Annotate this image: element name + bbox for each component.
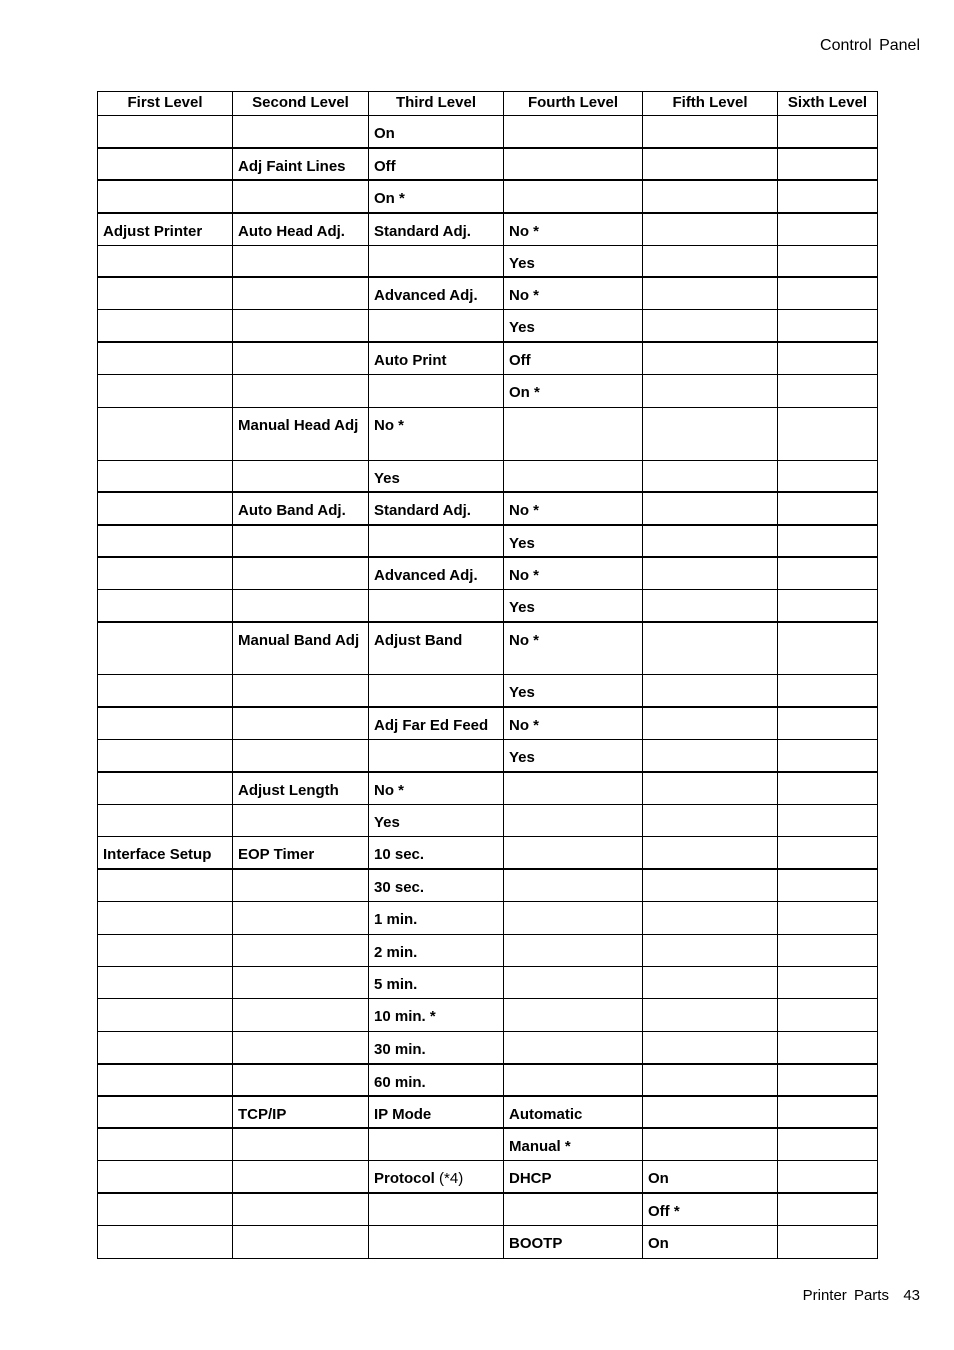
- table-cell: [98, 492, 233, 524]
- table-cell: [369, 590, 504, 622]
- table-cell: [233, 180, 369, 212]
- table-cell: [504, 869, 643, 901]
- table-cell: Off *: [643, 1193, 778, 1225]
- table-cell: [369, 740, 504, 772]
- table-cell: [98, 590, 233, 622]
- table-cell: Manual Band Adj: [233, 622, 369, 675]
- column-header-fourth-level: Fourth Level: [504, 92, 643, 116]
- table-cell: [778, 622, 878, 675]
- table-cell: Auto Print: [369, 342, 504, 374]
- table-cell: 60 min.: [369, 1064, 504, 1096]
- table-cell: On *: [504, 375, 643, 407]
- table-cell: No *: [369, 772, 504, 804]
- table-row: [98, 869, 878, 901]
- table-cell: Yes: [504, 740, 643, 772]
- table-cell: 5 min.: [369, 966, 504, 998]
- table-cell: [504, 772, 643, 804]
- table-cell: [504, 148, 643, 180]
- table-row: [98, 675, 878, 707]
- page-footer: [803, 1287, 920, 1304]
- table-cell: [504, 999, 643, 1031]
- table-cell: [778, 1064, 878, 1096]
- table-cell: [643, 180, 778, 212]
- table-cell: [643, 492, 778, 524]
- table-cell: [778, 310, 878, 342]
- table-row: [98, 213, 878, 245]
- table-cell: Manual *: [504, 1128, 643, 1160]
- table-cell: Advanced Adj.: [369, 557, 504, 589]
- table-cell: Adjust Length: [233, 772, 369, 804]
- table-cell: [643, 966, 778, 998]
- table-row: [98, 707, 878, 739]
- column-header-sixth-level: Sixth Level: [778, 92, 878, 116]
- table-cell: [233, 707, 369, 739]
- table-cell: Yes: [504, 245, 643, 277]
- table-cell: [778, 869, 878, 901]
- table-cell: [778, 707, 878, 739]
- table-cell: [233, 1128, 369, 1160]
- table-cell: [643, 590, 778, 622]
- table-cell: Advanced Adj.: [369, 277, 504, 309]
- table-cell: Protocol (*4): [369, 1161, 504, 1193]
- table-cell: [778, 213, 878, 245]
- table-cell: No *: [504, 622, 643, 675]
- table-cell: On: [643, 1161, 778, 1193]
- table-row: [98, 492, 878, 524]
- table-cell: Adjust Printer: [98, 213, 233, 245]
- table-cell: 1 min.: [369, 902, 504, 934]
- table-row: [98, 148, 878, 180]
- table-body: [98, 116, 878, 1259]
- table-cell: 30 sec.: [369, 869, 504, 901]
- table-cell: [504, 407, 643, 460]
- column-header-first-level: First Level: [98, 92, 233, 116]
- table-cell: [643, 557, 778, 589]
- table-cell: [98, 622, 233, 675]
- table-cell: [778, 1031, 878, 1063]
- table-cell: No *: [504, 707, 643, 739]
- table-row: [98, 1128, 878, 1160]
- table-cell: [504, 1064, 643, 1096]
- table-cell: [98, 407, 233, 460]
- table-cell: [778, 180, 878, 212]
- table-cell: [233, 525, 369, 557]
- table-cell: 2 min.: [369, 934, 504, 966]
- table-cell: [643, 245, 778, 277]
- table-row: [98, 934, 878, 966]
- table-cell: [643, 772, 778, 804]
- table-cell: [98, 1064, 233, 1096]
- table-cell: [233, 934, 369, 966]
- table-cell: [98, 707, 233, 739]
- table-cell: BOOTP: [504, 1226, 643, 1258]
- table-cell: [504, 805, 643, 837]
- table-cell: [504, 966, 643, 998]
- table-row: [98, 805, 878, 837]
- table-cell: No *: [504, 277, 643, 309]
- table-cell: Manual Head Adj: [233, 407, 369, 460]
- table-cell: [643, 934, 778, 966]
- table-cell: [369, 1193, 504, 1225]
- table-cell: Automatic: [504, 1096, 643, 1128]
- table-cell: [98, 772, 233, 804]
- table-cell: [778, 675, 878, 707]
- table-cell: Yes: [369, 460, 504, 492]
- table-cell: On *: [369, 180, 504, 212]
- table-cell: Yes: [504, 310, 643, 342]
- table-cell: [778, 407, 878, 460]
- table-cell: No *: [369, 407, 504, 460]
- table-row: [98, 460, 878, 492]
- table-cell: [643, 310, 778, 342]
- table-row: [98, 180, 878, 212]
- table-cell: [778, 492, 878, 524]
- table-cell: [233, 869, 369, 901]
- table-cell: [98, 310, 233, 342]
- table-cell: [98, 1128, 233, 1160]
- table-cell: [98, 1161, 233, 1193]
- table-cell: [369, 310, 504, 342]
- table-row: [98, 277, 878, 309]
- table-cell: Standard Adj.: [369, 213, 504, 245]
- table-cell: [778, 148, 878, 180]
- table-cell: [233, 902, 369, 934]
- table-cell: [504, 1193, 643, 1225]
- table-cell: [233, 310, 369, 342]
- table-cell: [233, 1161, 369, 1193]
- table-row: [98, 999, 878, 1031]
- table-cell: [643, 740, 778, 772]
- table-cell: [98, 342, 233, 374]
- table-cell: [504, 460, 643, 492]
- table-row: [98, 1226, 878, 1258]
- table-cell: [778, 342, 878, 374]
- table-cell: [778, 740, 878, 772]
- table-cell: On: [369, 116, 504, 148]
- table-cell: [504, 902, 643, 934]
- table-cell: [504, 934, 643, 966]
- table-row: [98, 590, 878, 622]
- table-cell: [233, 557, 369, 589]
- table-cell: [233, 675, 369, 707]
- table-cell: [643, 375, 778, 407]
- table-cell: [233, 1193, 369, 1225]
- table-header-row: [98, 92, 878, 116]
- table-row: [98, 310, 878, 342]
- table-row: [98, 116, 878, 148]
- table-cell: [778, 772, 878, 804]
- table-cell: IP Mode: [369, 1096, 504, 1128]
- table-cell: [233, 805, 369, 837]
- table-cell: Yes: [504, 590, 643, 622]
- table-cell: [778, 1128, 878, 1160]
- table-cell: Interface Setup: [98, 837, 233, 869]
- table-cell: [98, 277, 233, 309]
- table-cell: [778, 1161, 878, 1193]
- table-cell: [643, 805, 778, 837]
- table-cell: [643, 342, 778, 374]
- table-cell: [98, 148, 233, 180]
- page-number: 43: [903, 1287, 920, 1304]
- page-header-title: Control Panel: [820, 37, 920, 54]
- table-cell: [504, 1031, 643, 1063]
- table-cell: [643, 277, 778, 309]
- table-cell: [233, 277, 369, 309]
- table-cell: Adj Faint Lines: [233, 148, 369, 180]
- table-cell: [778, 525, 878, 557]
- table-cell: [643, 999, 778, 1031]
- table-cell: [643, 407, 778, 460]
- table-row: [98, 1064, 878, 1096]
- table-cell: [643, 902, 778, 934]
- table-cell: Off: [369, 148, 504, 180]
- table-row: [98, 837, 878, 869]
- table-row: [98, 407, 878, 460]
- table-cell: Yes: [504, 675, 643, 707]
- table-row: [98, 1161, 878, 1193]
- table-cell: [233, 966, 369, 998]
- table-cell: Yes: [369, 805, 504, 837]
- table-row: [98, 1193, 878, 1225]
- table-row: [98, 245, 878, 277]
- table-cell: [369, 245, 504, 277]
- table-cell: Standard Adj.: [369, 492, 504, 524]
- table-cell: [643, 1128, 778, 1160]
- table-cell: [98, 740, 233, 772]
- table-cell: [233, 1226, 369, 1258]
- table-cell: [643, 116, 778, 148]
- table-cell: [98, 999, 233, 1031]
- table-cell: [643, 525, 778, 557]
- table-cell: Auto Head Adj.: [233, 213, 369, 245]
- table-cell: Adj Far Ed Feed: [369, 707, 504, 739]
- table-cell: [98, 869, 233, 901]
- table-row: [98, 740, 878, 772]
- table-cell: [643, 837, 778, 869]
- table-row: [98, 902, 878, 934]
- table-cell: Yes: [504, 525, 643, 557]
- table-cell: No *: [504, 213, 643, 245]
- table-row: [98, 622, 878, 675]
- table-cell: [233, 1031, 369, 1063]
- table-cell: [369, 375, 504, 407]
- table-row: [98, 525, 878, 557]
- table-cell: [643, 707, 778, 739]
- table-cell: [233, 999, 369, 1031]
- table-cell: [778, 277, 878, 309]
- table-cell: DHCP: [504, 1161, 643, 1193]
- table-row: [98, 375, 878, 407]
- table-cell: [98, 675, 233, 707]
- table-cell: [643, 1031, 778, 1063]
- table-row: [98, 342, 878, 374]
- table-cell: [233, 460, 369, 492]
- table-cell: [98, 1031, 233, 1063]
- table-row: [98, 1031, 878, 1063]
- table-cell: [778, 375, 878, 407]
- table-cell: On: [643, 1226, 778, 1258]
- column-header-fifth-level: Fifth Level: [643, 92, 778, 116]
- table-cell: [369, 1128, 504, 1160]
- table-cell: [643, 1064, 778, 1096]
- table-cell: [98, 375, 233, 407]
- table-cell: [778, 1226, 878, 1258]
- table-cell: [98, 805, 233, 837]
- table-cell: EOP Timer: [233, 837, 369, 869]
- table-cell: [233, 1064, 369, 1096]
- table-row: [98, 1096, 878, 1128]
- table-cell: [98, 116, 233, 148]
- table-cell: [369, 675, 504, 707]
- table-cell: [98, 1096, 233, 1128]
- table-cell: [643, 213, 778, 245]
- table-cell: [98, 460, 233, 492]
- table-cell: [98, 557, 233, 589]
- table-row: [98, 557, 878, 589]
- table-cell: [778, 557, 878, 589]
- table-row: [98, 772, 878, 804]
- table-cell: [778, 1193, 878, 1225]
- column-header-third-level: Third Level: [369, 92, 504, 116]
- table-cell: [98, 525, 233, 557]
- table-cell: [778, 1096, 878, 1128]
- table-cell: [233, 740, 369, 772]
- table-cell: TCP/IP: [233, 1096, 369, 1128]
- table-cell: [778, 966, 878, 998]
- table-cell: [504, 180, 643, 212]
- table-cell: [233, 590, 369, 622]
- table-cell: [778, 999, 878, 1031]
- table-cell: [98, 966, 233, 998]
- table-cell: [778, 245, 878, 277]
- table-cell: [643, 622, 778, 675]
- table-cell: [369, 525, 504, 557]
- table-cell: [98, 902, 233, 934]
- table-cell: [778, 590, 878, 622]
- table-cell: No *: [504, 492, 643, 524]
- table-cell: Auto Band Adj.: [233, 492, 369, 524]
- footer-section-name: Printer Parts: [802, 1287, 889, 1304]
- table-cell: [643, 148, 778, 180]
- table-cell: [98, 934, 233, 966]
- table-cell: [778, 460, 878, 492]
- table-cell: [233, 342, 369, 374]
- table-cell: [643, 460, 778, 492]
- table-cell: [643, 1096, 778, 1128]
- table-cell: [643, 675, 778, 707]
- table-cell: 10 min. *: [369, 999, 504, 1031]
- table-cell: [504, 116, 643, 148]
- table-cell: [233, 245, 369, 277]
- table-row: [98, 966, 878, 998]
- table-cell: Adjust Band: [369, 622, 504, 675]
- table-cell: [778, 902, 878, 934]
- menu-structure-table: [97, 91, 878, 1259]
- table-cell: 30 min.: [369, 1031, 504, 1063]
- table-cell: [369, 1226, 504, 1258]
- table-cell: [778, 934, 878, 966]
- table-cell: [98, 1193, 233, 1225]
- table-cell: [778, 116, 878, 148]
- table-cell: [98, 245, 233, 277]
- column-header-second-level: Second Level: [233, 92, 369, 116]
- table-cell: Off: [504, 342, 643, 374]
- table-cell: [643, 869, 778, 901]
- table-cell: 10 sec.: [369, 837, 504, 869]
- table-cell: [778, 805, 878, 837]
- table-cell: [233, 116, 369, 148]
- table-cell: [98, 1226, 233, 1258]
- table-cell: No *: [504, 557, 643, 589]
- table-cell: [98, 180, 233, 212]
- table-cell: [233, 375, 369, 407]
- table-cell: [504, 837, 643, 869]
- table-cell: [778, 837, 878, 869]
